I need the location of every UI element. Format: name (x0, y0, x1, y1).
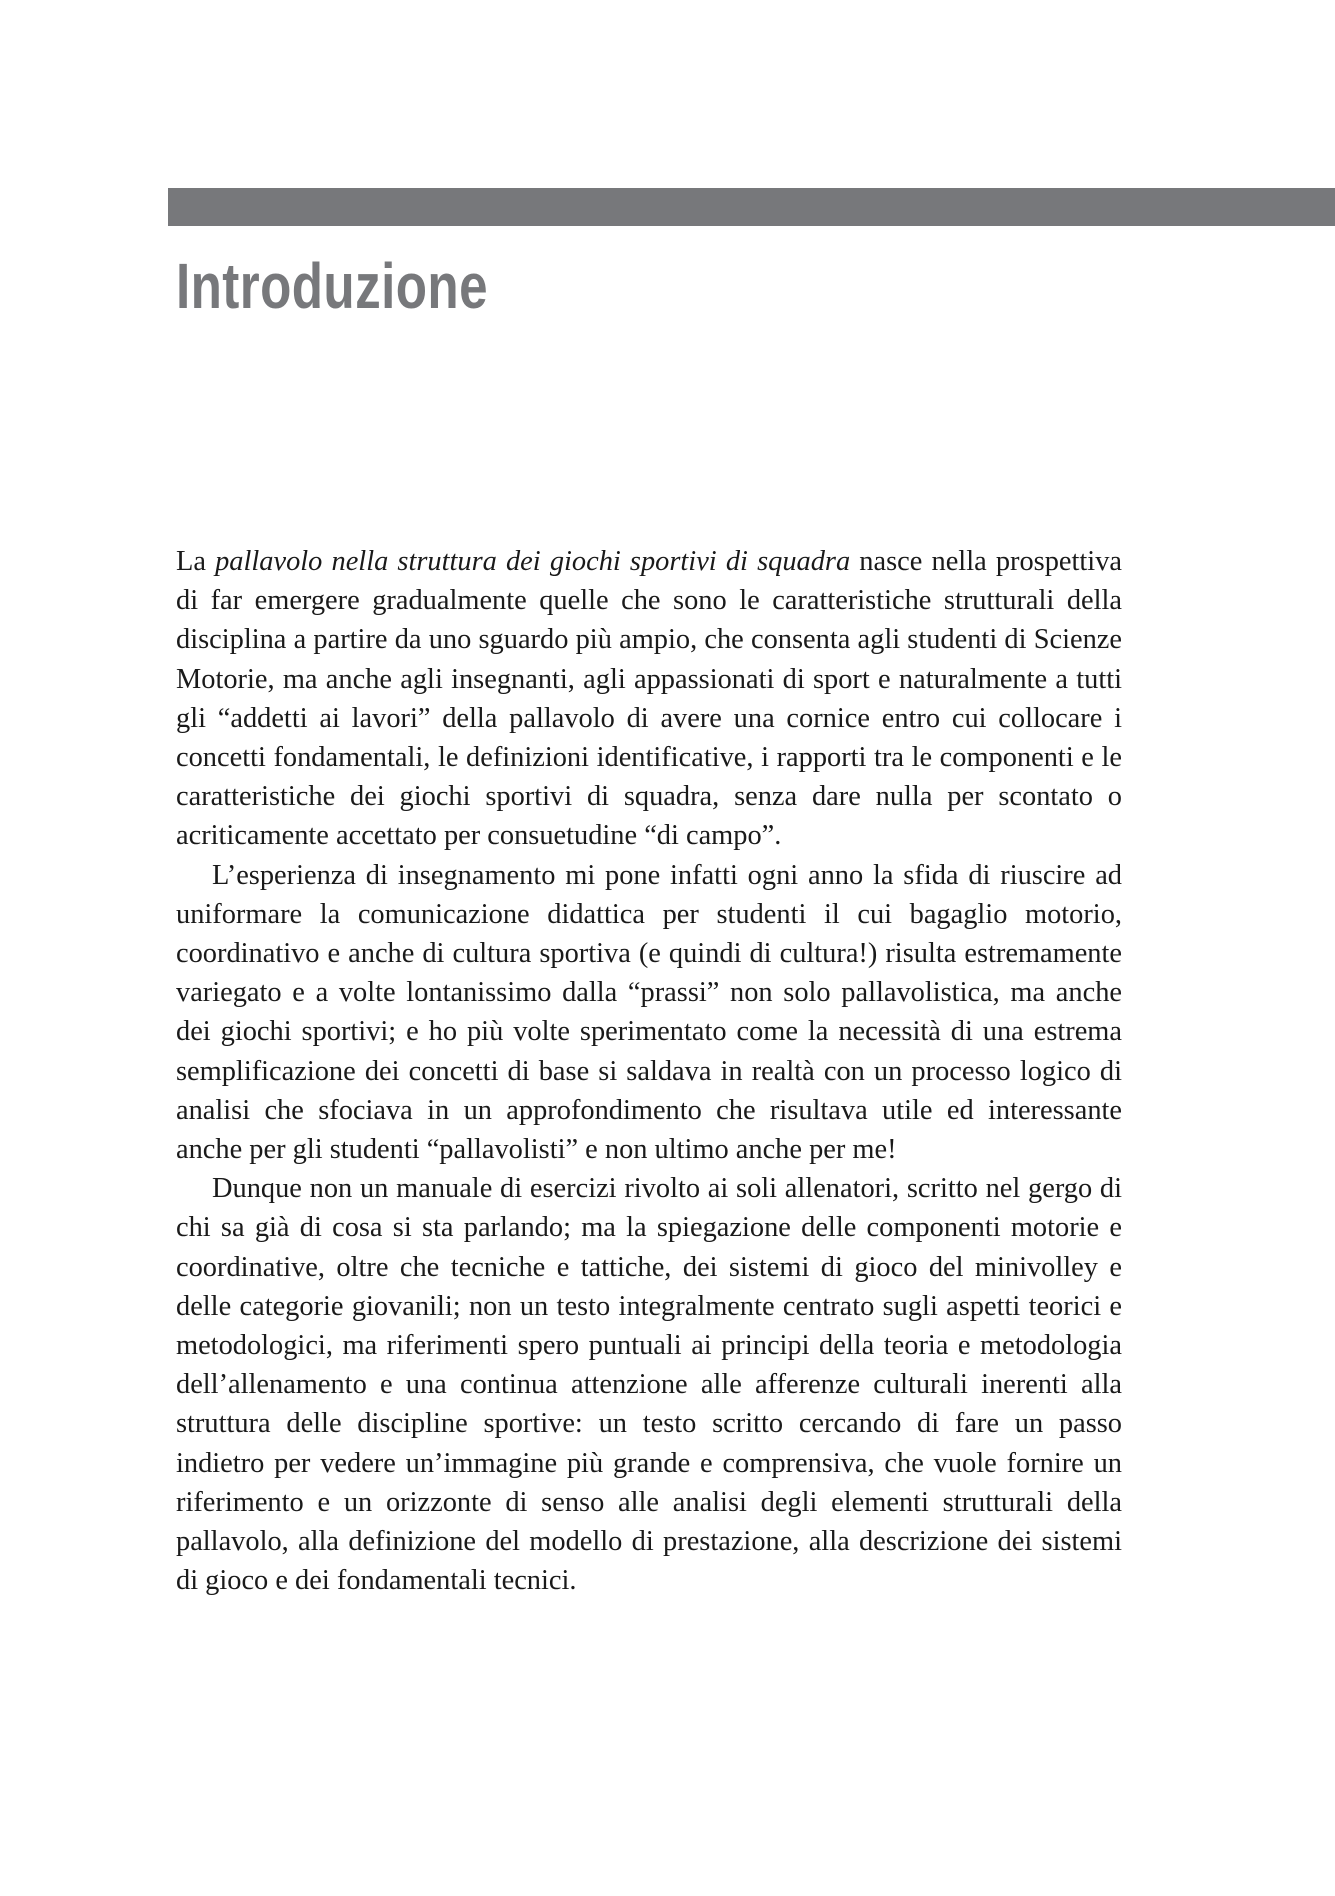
paragraph-3: Dunque non un manuale di esercizi rivolto ai soli allenatori, scritto nel gergo di chi sa già di cosa si sta parlando; ma la spiegazione delle componenti motorie e coordinative, oltre che tecniche e tattiche, dei sistemi di gioco del minivolley e delle categorie giovanili; non un testo integralmente centrato sugli aspetti teorici e metodologici, ma riferimenti spero puntuali ai principi della teoria e metodologia dell’allenamento e una continua attenzione alle afferenze culturali inerenti alla struttura delle discipline sportive: un testo scritto cercando di fare un passo indietro per vedere un’immagine più grande e comprensiva, che vuole fornire un riferimento e un orizzonte di senso alle analisi degli elementi strutturali della pallavolo, alla definizione del modello di prestazione, alla descrizione dei sistemi di gioco e dei fondamentali tecnici. (176, 1173, 1122, 1597)
paragraph-2: L’esperienza di insegnamento mi pone infatti ogni anno la sfida di riuscire ad uniformare la comunicazione didattica per studenti il cui bagaglio motorio, coordinativo e anche di cultura sportiva (e quindi di cultura!) risulta estremamente variegato e a volte lontanissimo dalla “prassi” non solo pallavolistica, ma anche dei giochi sportivi; e ho più volte sperimentato come la necessità di una estrema semplificazione dei concetti di base si saldava in realtà con un processo logico di analisi che sfociava in un approfondimento che risultava utile ed interessante anche per gli studenti “pallavolisti” e non ultimo anche per me! (176, 859, 1122, 1166)
chapter-header-bar (168, 188, 1335, 226)
body-text (176, 542, 1122, 1600)
book-title-emphasis: pallavolo nella struttura dei giochi sportivi di squadra (215, 546, 851, 577)
chapter-title: Introduzione (176, 250, 488, 322)
paragraph-1-lead: La (176, 546, 216, 577)
paragraph-1 (176, 542, 1122, 856)
paragraph-1-rest: nasce nella prospettiva di far emergere gradualmente quelle che sono le caratteristiche strutturali della disciplina a partire da uno sguardo più ampio, che consenta agli studenti di Scienze Motorie, ma anche agli insegnanti, agli appassionati di sport e naturalmente a tutti gli “addetti ai lavori” della pallavolo di avere una cornice entro cui collocare i concetti fondamentali, le definizioni identificative, i rapporti tra le componenti e le caratteristiche dei giochi sportivi di squadra, senza dare nulla per scontato o acriticamente accettato per consuetudine “di campo”. (176, 546, 1122, 852)
